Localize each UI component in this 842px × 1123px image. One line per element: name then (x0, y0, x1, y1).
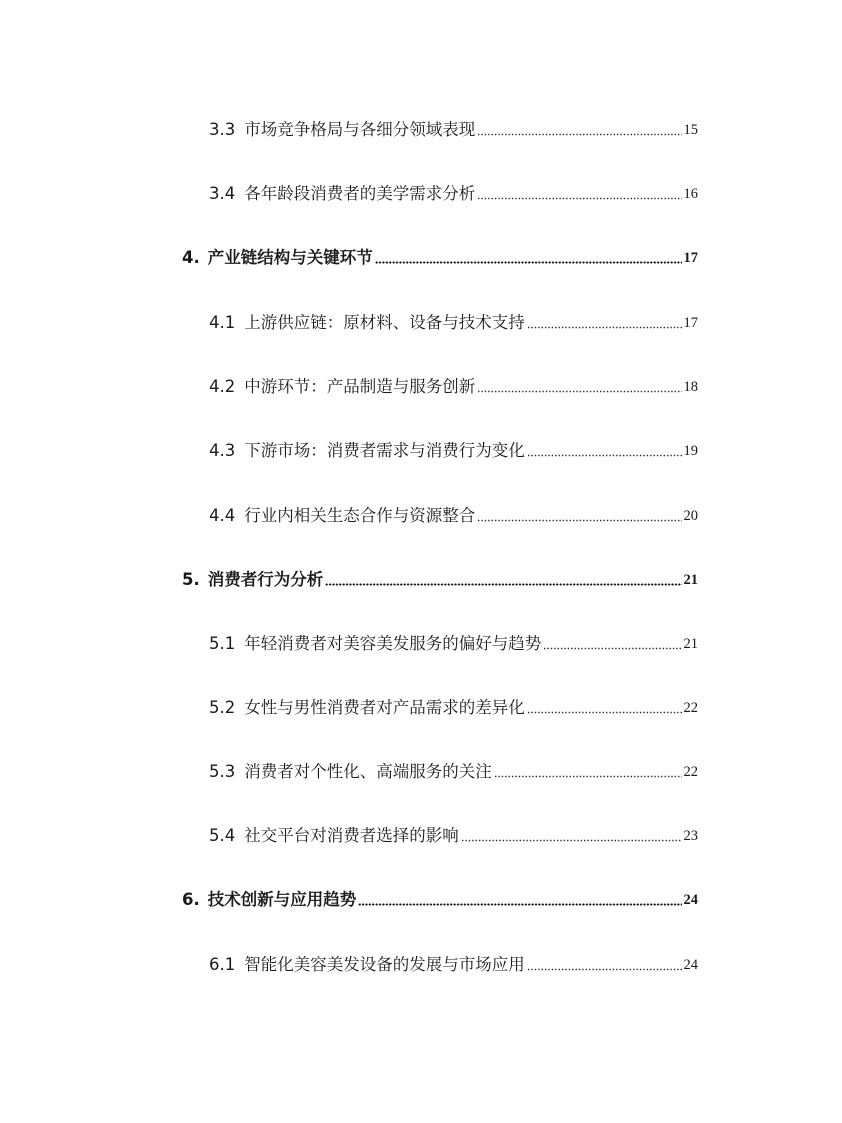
dot-leader (527, 443, 682, 457)
entry-title: 行业内相关生态合作与资源整合 (244, 505, 476, 525)
entry-number: 3.3 (209, 119, 236, 139)
entry-number: 4.3 (209, 440, 236, 460)
toc-entry-5-4[interactable] (209, 822, 698, 848)
toc-entry-3-4[interactable] (209, 180, 698, 206)
entry-number: 4. (182, 247, 200, 267)
entry-page-number: 15 (683, 121, 698, 138)
entry-title: 下游市场：消费者需求与消费行为变化 (244, 440, 525, 460)
entry-number: 6.1 (209, 954, 236, 974)
toc-entry-3-3[interactable] (209, 116, 698, 142)
entry-number: 4.2 (209, 376, 236, 396)
entry-number: 5.3 (209, 761, 236, 781)
toc-entry-4-3[interactable] (209, 437, 698, 463)
entry-page-number: 22 (683, 699, 698, 716)
entry-title: 年轻消费者对美容美发服务的偏好与趋势 (244, 633, 542, 653)
dot-leader (527, 700, 682, 714)
dot-leader (375, 250, 682, 264)
dot-leader (358, 892, 681, 906)
entry-title: 上游供应链：原材料、设备与技术支持 (244, 312, 525, 332)
entry-number: 4.4 (209, 505, 236, 525)
entry-title: 智能化美容美发设备的发展与市场应用 (244, 954, 525, 974)
entry-title: 消费者对个性化、高端服务的关注 (244, 761, 492, 781)
toc-entry-4[interactable] (182, 244, 698, 270)
entry-title: 技术创新与应用趋势 (207, 889, 357, 909)
entry-title: 产业链结构与关键环节 (207, 247, 373, 267)
dot-leader (477, 379, 681, 393)
toc-entry-5-1[interactable] (209, 630, 698, 656)
dot-leader (477, 186, 681, 200)
entry-page-number: 24 (683, 891, 698, 908)
entry-page-number: 21 (683, 571, 698, 588)
entry-page-number: 18 (683, 378, 698, 395)
dot-leader (527, 315, 682, 329)
entry-number: 5. (182, 569, 200, 589)
entry-number: 4.1 (209, 312, 236, 332)
entry-page-number: 16 (683, 185, 698, 202)
entry-page-number: 24 (683, 956, 698, 973)
entry-page-number: 23 (683, 827, 698, 844)
dot-leader (527, 957, 682, 971)
entry-title: 市场竞争格局与各细分领域表现 (244, 119, 476, 139)
dot-leader (477, 508, 681, 522)
dot-leader (461, 828, 682, 842)
entry-page-number: 19 (683, 442, 698, 459)
entry-title: 各年龄段消费者的美学需求分析 (244, 183, 476, 203)
entry-number: 6. (182, 889, 200, 909)
entry-page-number: 22 (683, 763, 698, 780)
entry-page-number: 21 (683, 635, 698, 652)
toc-entry-4-1[interactable] (209, 309, 698, 335)
toc-entry-4-2[interactable] (209, 373, 698, 399)
entry-page-number: 17 (683, 249, 698, 266)
dot-leader (494, 764, 682, 778)
dot-leader (325, 572, 681, 586)
toc-entry-5-2[interactable] (209, 694, 698, 720)
entry-title: 女性与男性消费者对产品需求的差异化 (244, 697, 525, 717)
entry-number: 5.1 (209, 633, 236, 653)
entry-title: 社交平台对消费者选择的影响 (244, 825, 459, 845)
toc-entry-5-3[interactable] (209, 758, 698, 784)
entry-number: 5.2 (209, 697, 236, 717)
dot-leader (477, 122, 681, 136)
entry-number: 3.4 (209, 183, 236, 203)
toc-entry-4-4[interactable] (209, 502, 698, 528)
toc-entry-5[interactable] (182, 566, 698, 592)
dot-leader (543, 636, 681, 650)
toc-entry-6[interactable] (182, 886, 698, 912)
toc-entry-6-1[interactable] (209, 951, 698, 977)
entry-title: 消费者行为分析 (207, 569, 324, 589)
entry-page-number: 20 (683, 507, 698, 524)
entry-number: 5.4 (209, 825, 236, 845)
entry-page-number: 17 (683, 314, 698, 331)
entry-title: 中游环节：产品制造与服务创新 (244, 376, 476, 396)
